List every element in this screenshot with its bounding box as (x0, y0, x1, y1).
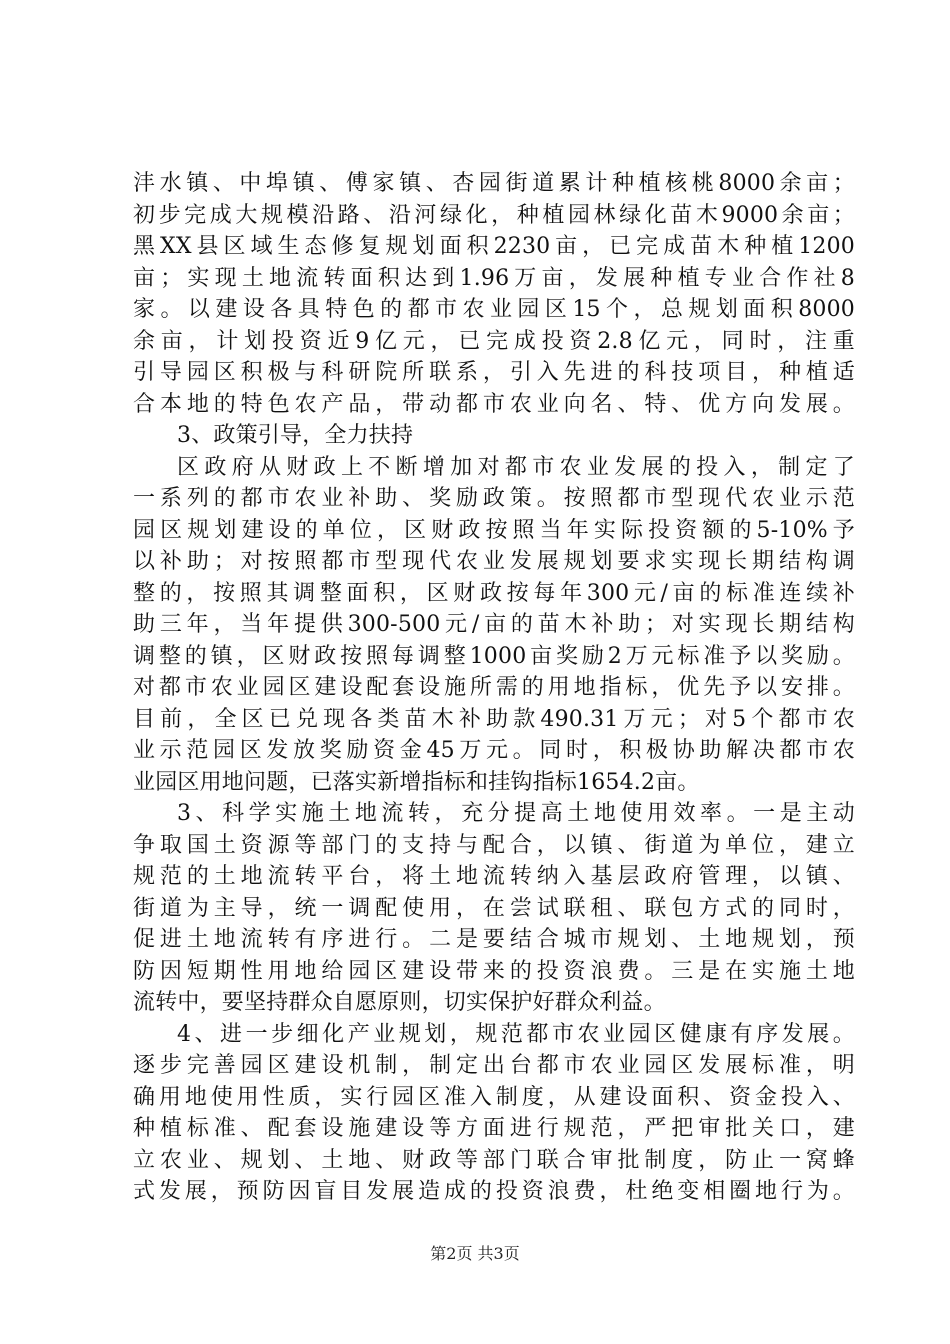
body-line: 规范的土地流转平台，将土地流转纳入基层政府管理，以镇、 (133, 864, 855, 889)
page-footer (0, 1244, 950, 1264)
body-line: 流转中，要坚持群众自愿原则，切实保护好群众利益。 (133, 990, 666, 1015)
body-line: 式发展，预防因盲目发展造成的投资浪费，杜绝变相圈地行为。 (133, 1179, 855, 1204)
body-line: 促进土地流转有序进行。二是要结合城市规划、土地规划，预 (133, 927, 855, 952)
body-line: 目前，全区已兑现各类苗木补助款490.31万元；对5个都市农 (133, 706, 855, 732)
body-line: 助三年，当年提供300-500元/亩的苗木补助；对实现长期结构 (133, 612, 855, 637)
body-line: 亩；实现土地流转面积达到1.96万亩，发展种植专业合作社8 (133, 265, 855, 291)
body-line: 确用地使用性质，实行园区准入制度，从建设面积、资金投入、 (133, 1084, 855, 1110)
body-line: 业示范园区发放奖励资金45万元。同时，积极协助解决都市农 (133, 738, 855, 763)
body-line: 4、进一步细化产业规划，规范都市农业园区健康有序发展。 (177, 1021, 855, 1047)
body-line: 家。以建设各具特色的都市农业园区15个，总规划面积8000 (133, 297, 855, 322)
body-line: 争取国土资源等部门的支持与配合，以镇、街道为单位，建立 (133, 832, 855, 858)
body-line: 初步完成大规模沿路、沿河绿化，种植园林绿化苗木9000余亩； (133, 202, 855, 228)
body-line: 黑XX县区域生态修复规划面积2230亩，已完成苗木种植1200 (133, 234, 855, 259)
body-line: 园区规划建设的单位，区财政按照当年实际投资额的5-10%予 (133, 517, 855, 543)
body-line: 引导园区积极与科研院所联系，引入先进的科技项目，种植适 (133, 360, 855, 385)
body-line: 逐步完善园区建设机制，制定出台都市农业园区发展标准，明 (133, 1053, 855, 1078)
section-heading-policy: 3、政策引导，全力扶持 (177, 423, 414, 448)
body-line: 业园区用地问题，已落实新增指标和挂钩指标1654.2亩。 (133, 769, 700, 795)
body-line: 一系列的都市农业补助、奖励政策。按照都市型现代农业示范 (133, 486, 855, 511)
body-line: 沣水镇、中埠镇、傅家镇、杏园街道累计种植核桃8000余亩； (133, 171, 855, 196)
page-number-label: 第2页 共3页 (430, 1244, 520, 1263)
body-line: 整的，按照其调整面积，区财政按每年300元/亩的标准连续补 (133, 580, 855, 606)
document-body (133, 168, 855, 1208)
body-line: 街道为主导，统一调配使用，在尝试联租、联包方式的同时， (133, 895, 855, 921)
body-line: 余亩，计划投资近9亿元，已完成投资2.8亿元，同时，注重 (133, 328, 855, 354)
body-line: 对都市农业园区建设配套设施所需的用地指标，优先予以安排。 (133, 675, 855, 700)
body-line: 3、科学实施土地流转，充分提高土地使用效率。一是主动 (177, 801, 855, 826)
body-line: 防因短期性用地给园区建设带来的投资浪费。三是在实施土地 (133, 958, 855, 984)
body-line: 调整的镇，区财政按照每调整1000亩奖励2万元标准予以奖励。 (133, 643, 855, 669)
body-line: 种植标准、配套设施建设等方面进行规范，严把审批关口，建 (133, 1116, 855, 1141)
body-line: 以补助；对按照都市型现代农业发展规划要求实现长期结构调 (133, 549, 855, 574)
body-line: 区政府从财政上不断增加对都市农业发展的投入，制定了 (177, 454, 855, 480)
body-line: 立农业、规划、土地、财政等部门联合审批制度，防止一窝蜂 (133, 1147, 855, 1173)
body-line: 合本地的特色农产品，带动都市农业向名、特、优方向发展。 (133, 391, 855, 417)
